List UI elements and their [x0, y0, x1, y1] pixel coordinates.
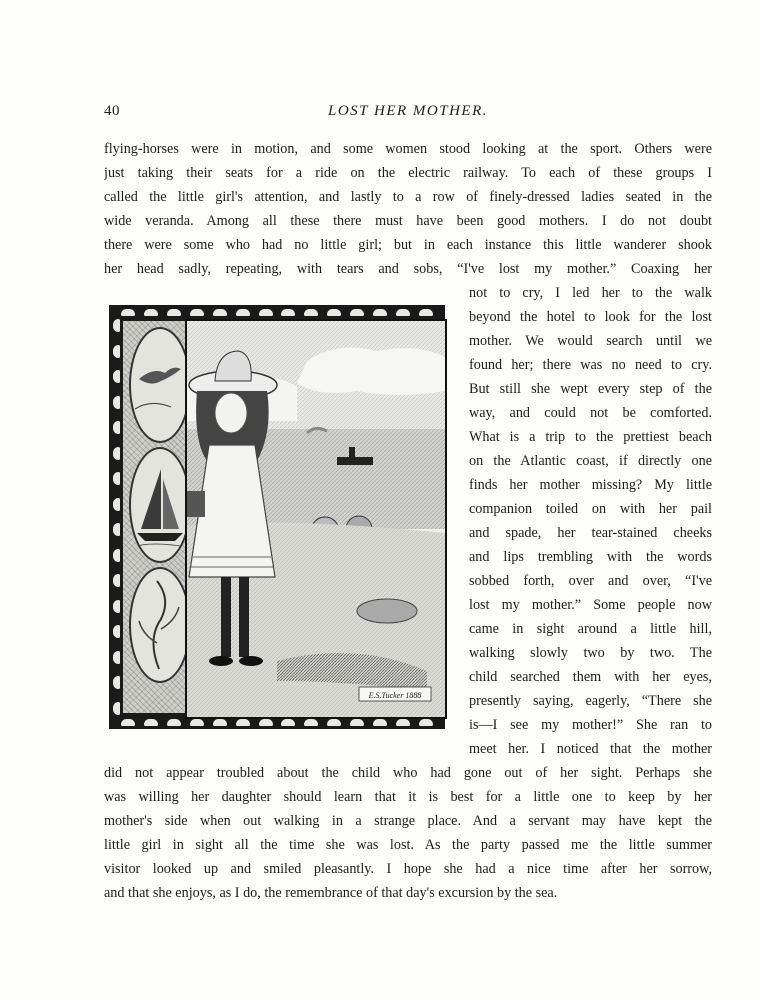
text-line-last: and that she enjoys, as I do, the remembrance of that day's excursion by the sea.: [104, 885, 558, 901]
text-line: child searched them with her eyes,: [469, 669, 712, 685]
text-line: finds her mother missing? My little: [469, 477, 712, 493]
text-line: visitor looked up and smiled pleasantly. I hope she had a nice time after her sorrow,: [104, 861, 712, 877]
chapter-title: LOST HER MOTHER.: [328, 103, 488, 119]
text-line: mother. We would search until we: [469, 333, 712, 349]
text-line: her head sadly, repeating, with tears and sobs, “I've lost my mother.” Coaxing her: [104, 261, 712, 277]
page-number: 40: [104, 103, 120, 119]
text-line: and spade, her tear-stained cheeks: [469, 525, 712, 541]
artist-signature: E.S.Tucker 1888: [368, 691, 422, 700]
text-line: way, and could not be comforted.: [469, 405, 712, 421]
text-line: found her; there was no need to cry.: [469, 357, 712, 373]
text-line: But still she wept every step of the: [469, 381, 712, 397]
text-line: is—I see my mother!” She ran to: [469, 717, 712, 733]
text-line: was willing her daughter should learn that it is best for a little one to keep by her: [104, 789, 712, 805]
text-line: came in sight around a little hill,: [469, 621, 712, 637]
engraving-illustration: [109, 305, 445, 729]
text-line: there were some who had no little girl; but in each instance this little wanderer shook: [104, 237, 712, 253]
medallion-sailboat: [129, 447, 191, 563]
picture-girl-on-beach: [185, 319, 447, 719]
text-line: What is a trip to the prettiest beach: [469, 429, 712, 445]
medallion-seaweed: [129, 567, 191, 683]
text-line: presently saying, eagerly, “There she: [469, 693, 712, 709]
ornamental-side-panel: [123, 321, 185, 713]
text-line: walking slowly two by two. The: [469, 645, 712, 661]
shell-border-left: [110, 319, 122, 715]
text-line: companion toiled on with her pail: [469, 501, 712, 517]
text-line: beyond the hotel to look for the lost: [469, 309, 712, 325]
text-line: not to cry, I led her to the walk: [469, 285, 712, 301]
text-line: did not appear troubled about the child who had gone out of her sight. Perhaps she: [104, 765, 712, 781]
medallion-bird: [129, 327, 191, 443]
text-line: called the little girl's attention, and lastly to a row of finely-dressed ladies seated in the: [104, 189, 712, 205]
text-line: and lips trembling with the words: [469, 549, 712, 565]
text-line: little girl in sight all the time she was lost. As the party passed me the little summer: [104, 837, 712, 853]
running-head: [104, 103, 712, 125]
text-line: just taking their seats for a ride on the electric railway. To each of these groups I: [104, 165, 712, 181]
text-line: wide veranda. Among all these there must have been good mothers. I do not doubt: [104, 213, 712, 229]
shell-border-top: [121, 306, 433, 318]
text-line: lost my mother.” Some people now: [469, 597, 712, 613]
text-line: sobbed forth, over and over, “I've: [469, 573, 712, 589]
text-line: meet her. I noticed that the mother: [469, 741, 712, 757]
text-line: flying-horses were in motion, and some women stood looking at the sport. Others were: [104, 141, 712, 157]
text-line: mother's side when out walking in a strange place. And a servant may have kept the: [104, 813, 712, 829]
text-line: on the Atlantic coast, if directly one: [469, 453, 712, 469]
